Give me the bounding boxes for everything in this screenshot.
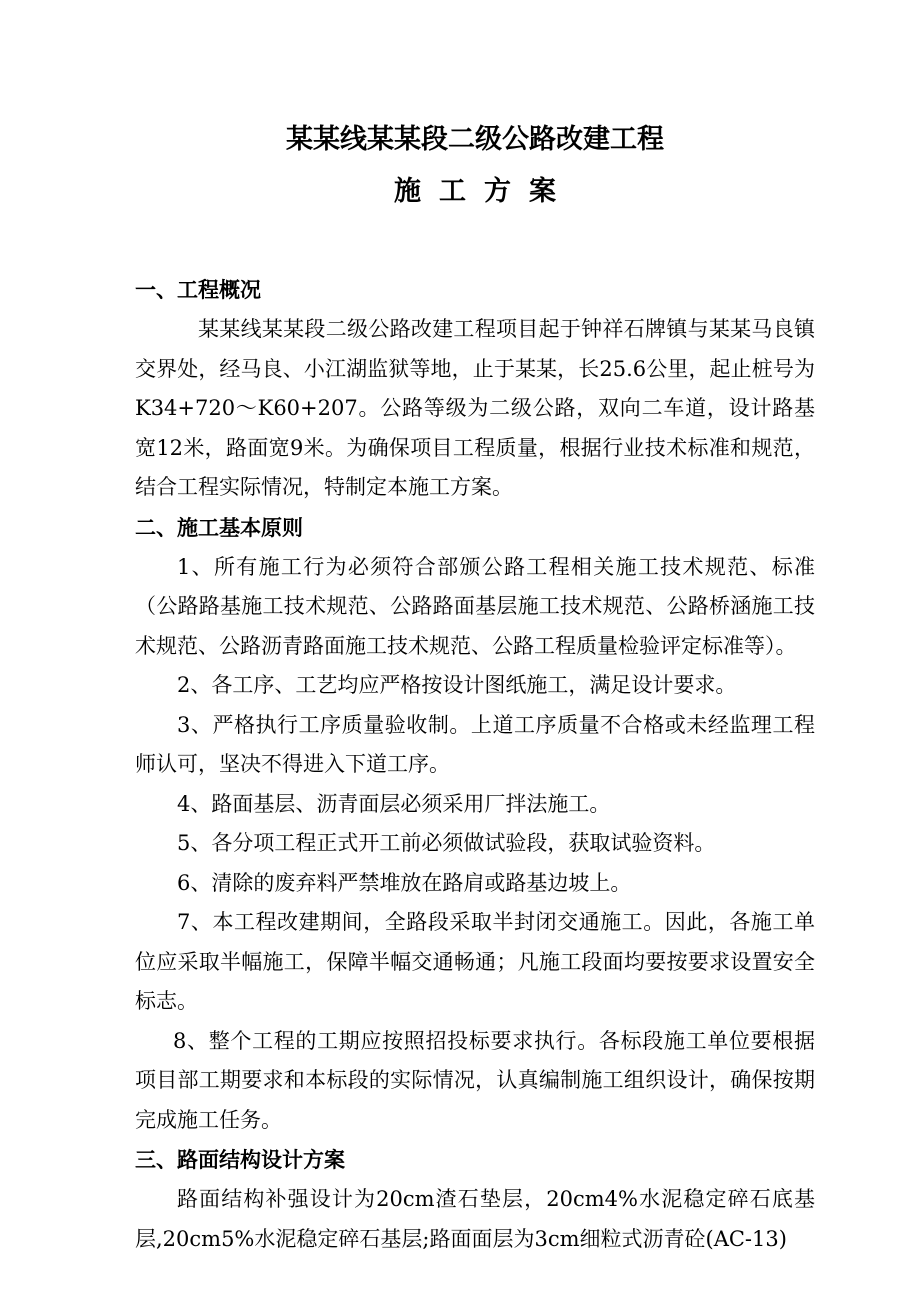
document-subtitle: 施工方案	[394, 176, 574, 207]
section-overview	[135, 270, 815, 508]
section-heading: 三、路面结构设计方案	[135, 1148, 345, 1172]
paragraph: 1、所有施工行为必须符合部颁公路工程相关施工技术规范、标准（公路路基施工技术规范、公路路面基层施工技术规范、公路桥涵施工技术规范、公路沥青路面施工技术规范、公路工程质量检验评定标准等）。	[135, 554, 815, 658]
section-heading: 二、施工基本原则	[135, 515, 303, 540]
section-pavement-design	[135, 1140, 815, 1259]
paragraph: 6、清除的废弃料严禁堆放在路肩或路基边坡上。	[177, 870, 632, 895]
document-page	[135, 118, 815, 1259]
paragraph: 7、本工程改建期间，全路段采取半封闭交通施工。因此，各施工单位应采取半幅施工，保障半幅交通畅通；凡施工段面均要按要求设置安全标志。	[135, 910, 815, 1013]
section-principles	[135, 508, 815, 1141]
paragraph: 某某线某某段二级公路改建工程项目起于钟祥石牌镇与某某马良镇交界处，经马良、小江湖监狱等地，止于某某，长25.6公里，起止桩号为K34+720～K60+207。公路等级为二级公路，双向二车道，设计路基宽12米，路面宽9米。为确保项目工程质量，根据行业技术标准和规范，结合工程实际情况，特制定本施工方案。	[135, 317, 815, 499]
section-heading: 一、工程概况	[135, 278, 261, 302]
paragraph: 4、路面基层、沥青面层必须采用厂拌法施工。	[177, 791, 611, 816]
paragraph: 路面结构补强设计为20cm渣石垫层，20cm4%水泥稳定碎石底基层,20cm5%水泥稳定碎石基层;路面面层为3cm细粒式沥青砼(AC-13)	[135, 1187, 815, 1251]
paragraph: 2、各工序、工艺均应严格按设计图纸施工，满足设计要求。	[177, 673, 737, 697]
paragraph: 5、各分项工程正式开工前必须做试验段，获取试验资料。	[177, 831, 716, 855]
paragraph: 8、整个工程的工期应按照招投标要求执行。各标段施工单位要根据项目部工期要求和本标段的实际情况，认真编制施工组织设计，确保按期完成施工任务。	[135, 1028, 815, 1132]
document-title: 某某线某某段二级公路改建工程	[286, 124, 664, 155]
paragraph: 3、严格执行工序质量验收制。上道工序质量不合格或未经监理工程师认可，坚决不得进入下道工序。	[135, 712, 815, 776]
